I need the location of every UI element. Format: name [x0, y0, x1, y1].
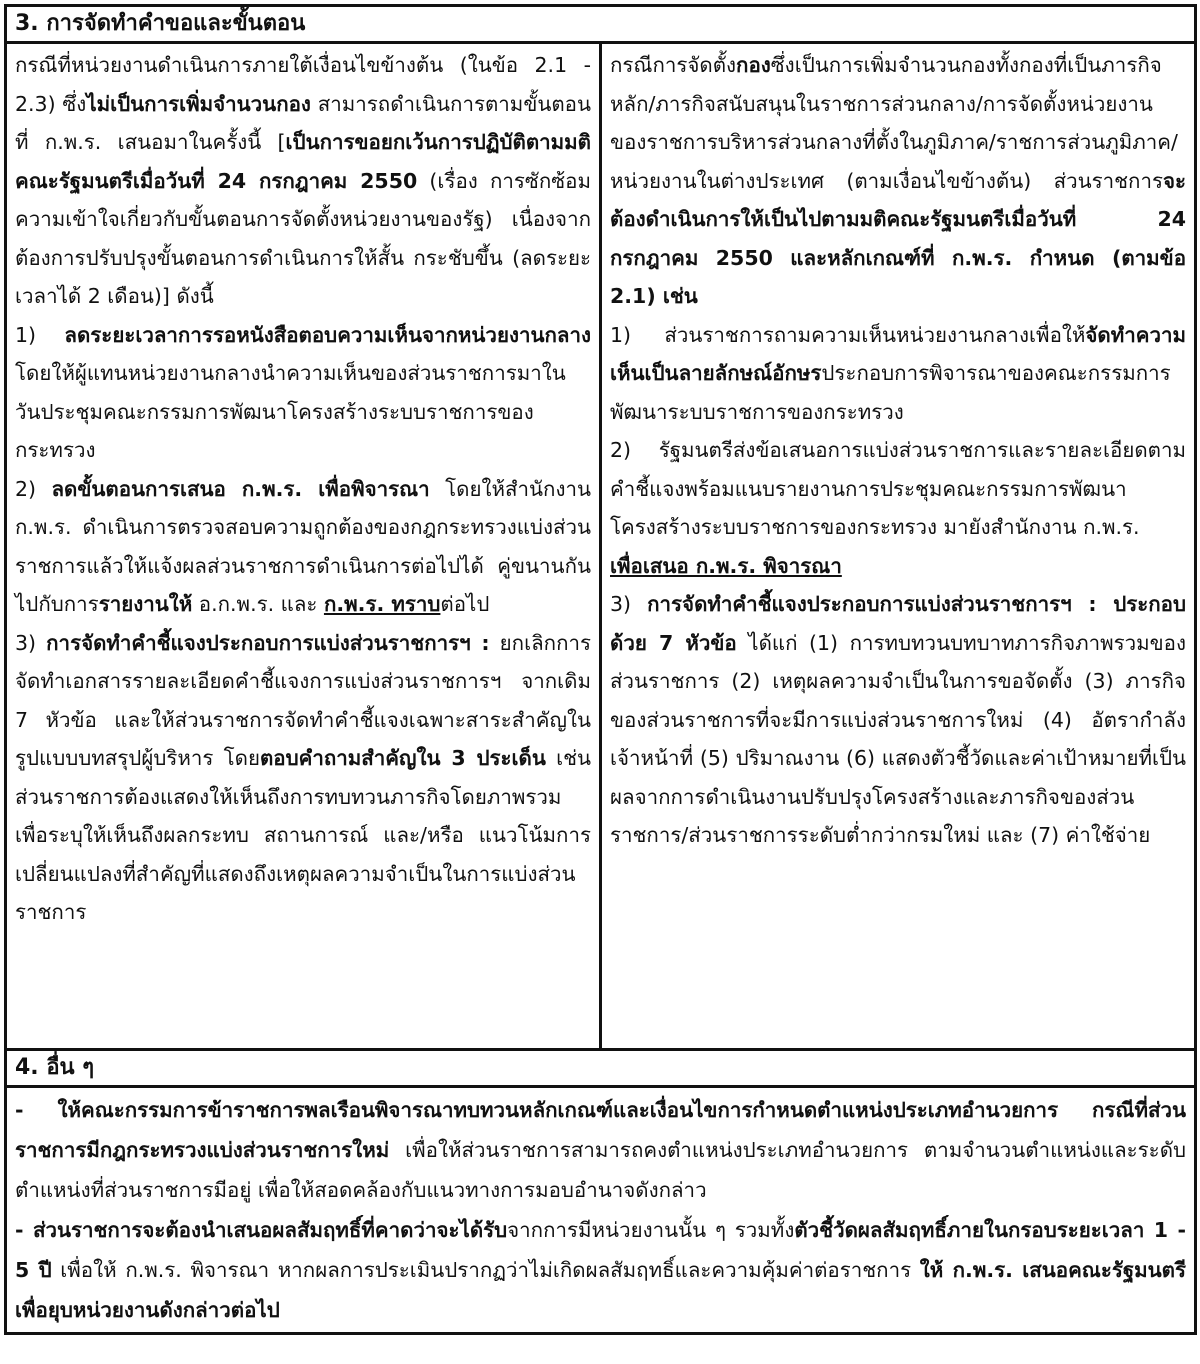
procedure-table [4, 4, 1197, 1335]
bullet-2-bold-3: ให้ ก.พ.ร. เสนอคณะรัฐมนตรีเพื่อยุบหน่วยงานดังกล่าวต่อไป [15, 1258, 1187, 1322]
right-intro-bold-2: จะต้องดำเนินการให้เป็นไปตามมติคณะรัฐมนตรีเมื่อวันที่ 24 กรกฎาคม 2550 และหลักเกณฑ์ที่ ก.พ.ร. กำหนด (ตามข้อ 2.1) เช่น [610, 168, 1187, 308]
section3-heading-text: 3. การจัดทำคำขอและขั้นตอน [15, 11, 306, 36]
right-item-1-bold: จัดทำความเห็นเป็นลายลักษณ์อักษร [610, 322, 1187, 385]
right-intro-text-1: กรณีการจัดตั้ง [610, 53, 737, 77]
section4-body [6, 1087, 1196, 1334]
bullet-1-dash: - [15, 1098, 58, 1122]
section4-bullet-1 [15, 1090, 1186, 1210]
bullet-2-dash: - [15, 1218, 33, 1242]
right-item-3 [610, 585, 1186, 855]
right-item-2 [610, 431, 1186, 547]
right-item-3-bold: การจัดทำคำชี้แจงประกอบการแบ่งส่วนราชการฯ : ประกอบด้วย 7 หัวข้อ [610, 592, 1187, 655]
left-intro [15, 46, 591, 316]
left-item-2 [15, 470, 591, 624]
bullet-1-text: เพื่อให้ส่วนราชการสามารถคงตำแหน่งประเภทอำนวยการ ตามจำนวนตำแหน่งและระดับตำแหน่งที่ส่วนราชการมีอยู่ เพื่อให้สอดคล้องกับแนวทางการมอบอำนาจดังกล่าว [15, 1138, 1187, 1202]
right-item-1-text-1: ส่วนราชการถามความเห็นหน่วยงานกลางเพื่อให้ [664, 322, 1086, 347]
left-item-1-bold: ลดระยะเวลาการรอหนังสือตอบความเห็นจากหน่วยงานกลาง [64, 322, 591, 347]
bullet-2-bold-2: ตัวชี้วัดผลสัมฤทธิ์ภายในกรอบระยะเวลา 1 - 5 ปี [15, 1218, 1186, 1282]
bullet-2-text-2: เพื่อให้ ก.พ.ร. พิจารณา หากผลการประเมินปรากฏว่าไม่เกิดผลสัมฤทธิ์และความคุ้มค่าต่อราชการ [51, 1258, 920, 1282]
section4-heading-text: 4. อื่น ๆ [15, 1055, 95, 1080]
left-item-2-bold-1: ลดขั้นตอนการเสนอ ก.พ.ร. เพื่อพิจารณา [51, 476, 430, 501]
section4-bullet-2 [15, 1210, 1186, 1330]
left-intro-bold-2: เป็นการขอยกเว้นการปฏิบัติตามมติคณะรัฐมนตรีเมื่อวันที่ 24 กรกฎาคม 2550 [15, 130, 591, 193]
left-intro-text-1: กรณีที่หน่วยงานดำเนินการภายใต้เงื่อนไขข้างต้น (ในข้อ 2.1 - 2.3) ซึ่ง [15, 53, 591, 116]
left-item-3-text-1: ยกเลิกการจัดทำเอกสารรายละเอียดคำชี้แจงการแบ่งส่วนราชการฯ จากเดิม 7 หัวข้อ และให้ส่วนราชการจัดทำคำชี้แจงเฉพาะสาระสำคัญในรูปแบบบทสรุปผู้บริหาร โดย [15, 630, 592, 770]
left-item-1-number: 1) [15, 322, 65, 347]
right-intro-text-2: ซึ่งเป็นการเพิ่มจำนวนกองทั้งกองที่เป็นภารกิจหลัก/ภารกิจสนับสนุนในราชการส่วนกลาง/การจัดตั้งหน่วยงานของราชการบริหารส่วนกลางที่ตั้งในภูมิภาค/ราชการส่วนภูมิภาค/หน่วยงานในต่างประเทศ (ตามเงื่อนไขข้างต้น) ส่วนราชการ [610, 53, 1178, 193]
left-item-2-text-2: อ.ก.พ.ร. และ [192, 592, 324, 616]
left-item-2-text-1: โดยให้สำนักงาน ก.พ.ร. ดำเนินการตรวจสอบความถูกต้องของกฎกระทรวงแบ่งส่วนราชการแล้วให้แจ้งผลส่วนราชการดำเนินการต่อไปได้ คู่ขนานกันไปกับการ [15, 476, 591, 616]
left-intro-text-3: (เรื่อง การซักซ้อมความเข้าใจเกี่ยวกับขั้นตอนการจัดตั้งหน่วยงานของรัฐ) เนื่องจากต้องการปรับปรุงขั้นตอนการดำเนินการให้สั้น กระชับขึ้น (ลดระยะเวลาได้ 2 เดือน)] ดังนี้ [15, 168, 591, 308]
right-item-3-text: ได้แก่ (1) การทบทวนบทบาทภารกิจภาพรวมของส่วนราชการ (2) เหตุผลความจำเป็นในการขอจัดตั้ง (3) ภารกิจของส่วนราชการที่จะมีการแบ่งส่วนราชการใหม่ (4) อัตรากำลังเจ้าหน้าที่ (5) ปริมาณงาน (6) แสดงตัวชี้วัดและค่าเป้าหมายที่เป็นผลจากการดำเนินงานปรับปรุงโครงสร้างและภารกิจของส่วนราชการ/ส่วนราชการระดับต่ำกว่ากรมใหม่ และ (7) ค่าใช้จ่าย [610, 630, 1187, 847]
right-intro-bold-1: กอง [736, 53, 771, 77]
section4-heading [6, 1050, 1196, 1087]
right-item-3-number: 3) [610, 592, 648, 616]
left-item-1-text: โดยให้ผู้แทนหน่วยงานกลางนำความเห็นของส่วนราชการมาในวันประชุมคณะกรรมการพัฒนาโครงสร้างระบบราชการของกระทรวง [15, 361, 566, 462]
left-item-3 [15, 624, 591, 932]
right-item-2-number: 2) [610, 438, 659, 462]
left-item-3-bold-1: การจัดทำคำชี้แจงประกอบการแบ่งส่วนราชการฯ : [46, 630, 490, 655]
left-column [6, 43, 601, 1050]
right-item-1-number: 1) [610, 322, 665, 347]
bullet-2-bold-1: ส่วนราชการจะต้องนำเสนอผลสัมฤทธิ์ที่คาดว่าจะได้รับ [32, 1218, 508, 1242]
left-item-3-text-2: เช่น ส่วนราชการต้องแสดงให้เห็นถึงการทบทวนภารกิจโดยภาพรวมเพื่อระบุให้เห็นถึงผลกระทบ สถานการณ์ และ/หรือ แนวโน้มการเปลี่ยนแปลงที่สำคัญที่แสดงถึงเหตุผลความจำเป็นในการแบ่งส่วนราชการ [15, 746, 592, 924]
left-item-2-underlined: ก.พ.ร. ทราบ [323, 592, 441, 616]
left-intro-text-2: สามารถดำเนินการตามขั้นตอนที่ ก.พ.ร. เสนอมาในครั้งนี้ [ [15, 91, 591, 154]
right-item-2-text: รัฐมนตรีส่งข้อเสนอการแบ่งส่วนราชการและรายละเอียดตามคำชี้แจงพร้อมแนบรายงานการประชุมคณะกรรมการพัฒนาโครงสร้างระบบราชการของกระทรวง มายังสำนักงาน ก.พ.ร. [610, 438, 1187, 539]
left-item-1 [15, 316, 591, 470]
left-item-3-bold-2: ตอบคำถามสำคัญใน 3 ประเด็น [259, 746, 546, 770]
left-intro-bold-1: ไม่เป็นการเพิ่มจำนวนกอง [86, 91, 311, 116]
document-page [4, 4, 1196, 1360]
bullet-2-text-1: จากการมีหน่วยงานนั้น ๆ รวมทั้ง [507, 1218, 795, 1242]
section3-heading [6, 6, 1196, 43]
right-item-2-underlined: เพื่อเสนอ ก.พ.ร. พิจารณา [610, 553, 842, 578]
right-item-2-note [610, 547, 1186, 586]
right-item-1 [610, 316, 1186, 432]
right-column [601, 43, 1196, 1050]
left-item-2-text-3: ต่อไป [440, 592, 490, 616]
left-item-2-bold-2: รายงานให้ [98, 592, 193, 616]
left-item-3-number: 3) [15, 630, 47, 655]
left-item-2-number: 2) [15, 476, 52, 501]
right-item-1-text-2: ประกอบการพิจารณาของคณะกรรมการพัฒนาระบบราชการของกระทรวง [610, 361, 1171, 424]
right-intro [610, 46, 1186, 316]
bullet-1-bold: ให้คณะกรรมการข้าราชการพลเรือนพิจารณาทบทวนหลักเกณฑ์และเงื่อนไขการกำหนดตำแหน่งประเภทอำนวยการ กรณีที่ส่วนราชการมีกฎกระทรวงแบ่งส่วนราชการใหม่ [15, 1098, 1187, 1162]
